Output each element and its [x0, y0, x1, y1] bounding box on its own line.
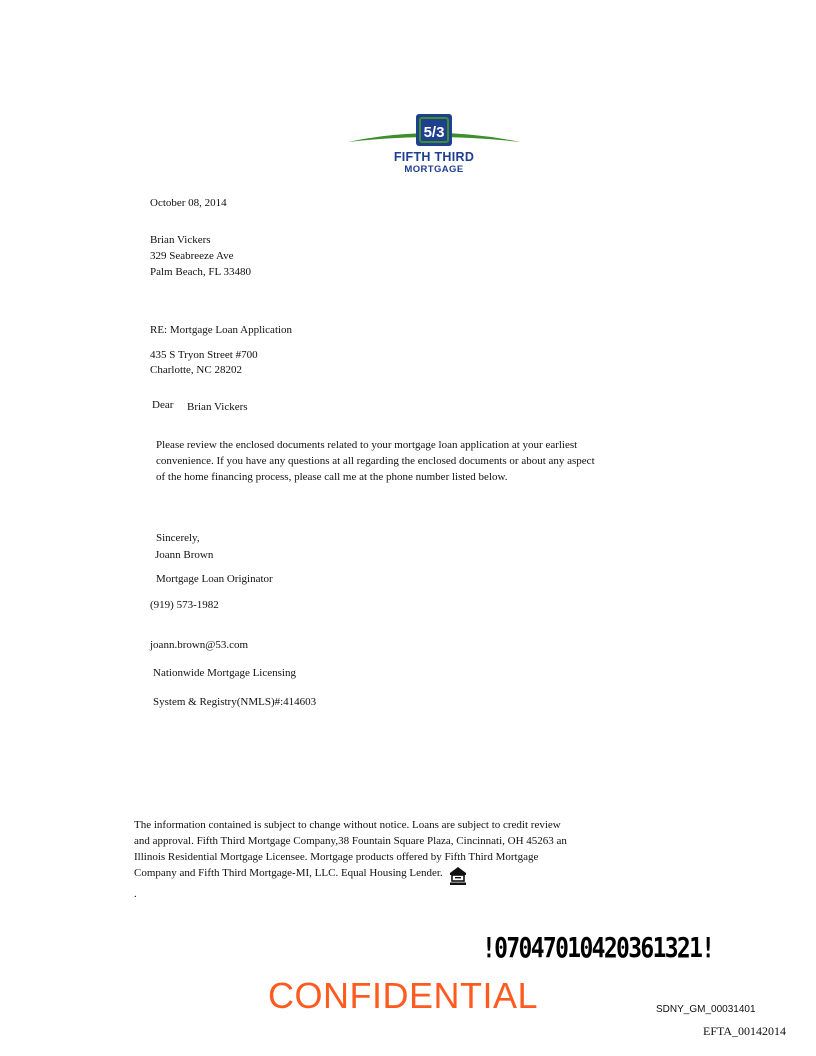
property-city: Charlotte, NC 28202 [150, 364, 242, 376]
salutation: Dear [152, 399, 174, 411]
equal-housing-lender-icon [449, 866, 467, 886]
logo-line-1: FIFTH THIRD [393, 150, 475, 164]
fifth-third-mortgage-logo [346, 110, 522, 176]
document-barcode-number: !07047010420361321! [482, 931, 714, 964]
signer-email: joann.brown@53.com [150, 639, 249, 651]
recipient-name: Brian Vickers [150, 234, 211, 246]
footer-line: The information contained is subject to change without notice. Loans are subject to credit review [134, 819, 561, 831]
footer-line: Illinois Residential Mortgage Licensee. Mortgage products offered by Fifth Third Mortgage [134, 851, 539, 863]
signer-phone: (919) 573-1982 [150, 599, 219, 611]
nmls-line-2: System & Registry(NMLS)#:414603 [153, 696, 317, 708]
salutation-name: Brian Vickers [187, 401, 248, 413]
footer-disclaimer [134, 817, 567, 902]
closing: Sincerely, [156, 532, 200, 544]
confidential-stamp: CONFIDENTIAL [268, 975, 539, 1016]
logo-line-2: MORTGAGE [404, 164, 464, 175]
footer-line-last: Company and Fifth Third Mortgage-MI, LLC. Equal Housing Lender. [134, 865, 567, 886]
signer-title: Mortgage Loan Originator [156, 573, 273, 585]
logo-mark-text: 5/3 [423, 124, 445, 141]
body-line: of the home financing process, please call me at the phone number listed below. [156, 471, 508, 483]
re-line: RE: Mortgage Loan Application [150, 324, 293, 336]
signer-name: Joann Brown [155, 549, 214, 561]
bates-number-sdny: SDNY_GM_00031401 [656, 1004, 756, 1015]
nmls-line-1: Nationwide Mortgage Licensing [153, 667, 296, 679]
property-street: 435 S Tryon Street #700 [150, 349, 258, 361]
recipient-city: Palm Beach, FL 33480 [150, 266, 252, 278]
body-line: convenience. If you have any questions at all regarding the enclosed documents or about any aspect [156, 455, 595, 467]
body-paragraph [156, 437, 696, 485]
logo-mark-icon [346, 110, 522, 150]
body-line: Please review the enclosed documents related to your mortgage loan application at your earliest [156, 439, 578, 451]
footer-line: and approval. Fifth Third Mortgage Company,38 Fountain Square Plaza, Cincinnati, OH 45263 an [134, 835, 567, 847]
bates-number-efta: EFTA_00142014 [703, 1024, 787, 1038]
letter-date: October 08, 2014 [150, 197, 227, 209]
footer-trailing: . [134, 888, 137, 900]
recipient-street: 329 Seabreeze Ave [150, 250, 234, 262]
